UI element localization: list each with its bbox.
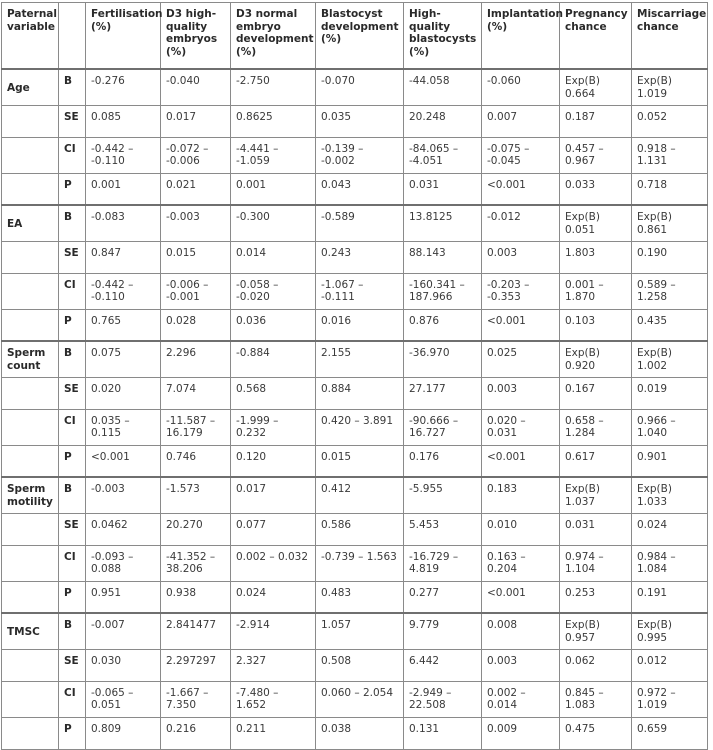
value-cell: -0.203 – -0.353	[482, 273, 560, 309]
value-cell: <0.001	[482, 445, 560, 477]
value-cell: 0.183	[482, 477, 560, 513]
value-cell: -36.970	[404, 341, 482, 377]
value-cell: -0.139 – -0.002	[316, 137, 404, 173]
value-cell: 1.057	[316, 613, 404, 649]
value-cell: 0.746	[161, 445, 231, 477]
header-pregnancy: Pregnancy chance	[560, 3, 632, 70]
empty-cell	[2, 681, 59, 717]
empty-cell	[2, 173, 59, 205]
statistic-label: SE	[59, 513, 86, 545]
value-cell: -16.729 – 4.819	[404, 545, 482, 581]
value-cell: 0.035	[316, 105, 404, 137]
table-body	[2, 69, 708, 749]
value-cell: 0.617	[560, 445, 632, 477]
paternal-variable-label: Age	[2, 69, 59, 105]
value-cell: 0.972 – 1.019	[632, 681, 708, 717]
value-cell: -0.276	[86, 69, 161, 105]
value-cell: 0.951	[86, 581, 161, 613]
statistic-label: P	[59, 309, 86, 341]
table-row	[2, 445, 708, 477]
value-cell: 5.453	[404, 513, 482, 545]
value-cell: 0.568	[231, 377, 316, 409]
value-cell: 0.003	[482, 377, 560, 409]
value-cell: 0.216	[161, 717, 231, 749]
table-row	[2, 377, 708, 409]
table-row	[2, 173, 708, 205]
value-cell: 0.021	[161, 173, 231, 205]
empty-cell	[2, 309, 59, 341]
value-cell: 0.475	[560, 717, 632, 749]
value-cell: 0.589 – 1.258	[632, 273, 708, 309]
value-cell: 0.253	[560, 581, 632, 613]
value-cell: Exp(B) 1.033	[632, 477, 708, 513]
value-cell: -1.067 – -0.111	[316, 273, 404, 309]
value-cell: 0.765	[86, 309, 161, 341]
value-cell: 0.483	[316, 581, 404, 613]
value-cell: Exp(B) 0.995	[632, 613, 708, 649]
empty-cell	[2, 513, 59, 545]
value-cell: -1.573	[161, 477, 231, 513]
value-cell: 0.002 – 0.032	[231, 545, 316, 581]
value-cell: -0.884	[231, 341, 316, 377]
value-cell: 7.074	[161, 377, 231, 409]
value-cell: 0.8625	[231, 105, 316, 137]
value-cell: Exp(B) 0.051	[560, 205, 632, 241]
value-cell: 0.017	[231, 477, 316, 513]
value-cell: 0.043	[316, 173, 404, 205]
value-cell: 0.966 – 1.040	[632, 409, 708, 445]
paternal-variable-label: Sperm motility	[2, 477, 59, 513]
empty-cell	[2, 581, 59, 613]
value-cell: 0.003	[482, 649, 560, 681]
value-cell: 0.211	[231, 717, 316, 749]
value-cell: 0.085	[86, 105, 161, 137]
value-cell: 20.270	[161, 513, 231, 545]
statistic-label: P	[59, 173, 86, 205]
table-row	[2, 309, 708, 341]
value-cell: -1.667 – 7.350	[161, 681, 231, 717]
value-cell: 0.062	[560, 649, 632, 681]
value-cell: 0.001	[86, 173, 161, 205]
header-blastocyst: Blastocyst development (%)	[316, 3, 404, 70]
value-cell: 0.163 – 0.204	[482, 545, 560, 581]
value-cell: -0.739 – 1.563	[316, 545, 404, 581]
value-cell: 0.008	[482, 613, 560, 649]
value-cell: 27.177	[404, 377, 482, 409]
table-row	[2, 273, 708, 309]
value-cell: 2.296	[161, 341, 231, 377]
value-cell: 0.457 – 0.967	[560, 137, 632, 173]
value-cell: 0.243	[316, 241, 404, 273]
value-cell: 6.442	[404, 649, 482, 681]
value-cell: -0.040	[161, 69, 231, 105]
table-row	[2, 205, 708, 241]
empty-cell	[2, 137, 59, 173]
empty-cell	[2, 105, 59, 137]
value-cell: 0.025	[482, 341, 560, 377]
value-cell: -0.300	[231, 205, 316, 241]
value-cell: 0.035 – 0.115	[86, 409, 161, 445]
header-d3-normal: D3 normal embryo development (%)	[231, 3, 316, 70]
value-cell: 0.131	[404, 717, 482, 749]
value-cell: 0.033	[560, 173, 632, 205]
value-cell: -2.949 – 22.508	[404, 681, 482, 717]
value-cell: 0.586	[316, 513, 404, 545]
statistic-label: B	[59, 341, 86, 377]
value-cell: 0.003	[482, 241, 560, 273]
value-cell: 0.190	[632, 241, 708, 273]
empty-cell	[2, 409, 59, 445]
value-cell: Exp(B) 0.664	[560, 69, 632, 105]
value-cell: 0.077	[231, 513, 316, 545]
value-cell: 0.036	[231, 309, 316, 341]
value-cell: -0.093 – 0.088	[86, 545, 161, 581]
statistic-label: P	[59, 717, 86, 749]
value-cell: 0.012	[632, 649, 708, 681]
value-cell: 0.015	[316, 445, 404, 477]
table-row	[2, 477, 708, 513]
value-cell: -11.587 – 16.179	[161, 409, 231, 445]
table-row	[2, 409, 708, 445]
value-cell: 0.075	[86, 341, 161, 377]
paternal-variable-label: Sperm count	[2, 341, 59, 377]
value-cell: 0.167	[560, 377, 632, 409]
statistic-label: CI	[59, 681, 86, 717]
value-cell: 13.8125	[404, 205, 482, 241]
value-cell: 0.876	[404, 309, 482, 341]
table-row	[2, 649, 708, 681]
value-cell: Exp(B) 0.957	[560, 613, 632, 649]
empty-cell	[2, 241, 59, 273]
table-row	[2, 341, 708, 377]
value-cell: 0.176	[404, 445, 482, 477]
statistic-label: SE	[59, 241, 86, 273]
value-cell: 0.028	[161, 309, 231, 341]
value-cell: -0.075 – -0.045	[482, 137, 560, 173]
value-cell: 0.412	[316, 477, 404, 513]
value-cell: 0.052	[632, 105, 708, 137]
table-row	[2, 681, 708, 717]
value-cell: -0.083	[86, 205, 161, 241]
value-cell: 0.918 – 1.131	[632, 137, 708, 173]
value-cell: -44.058	[404, 69, 482, 105]
value-cell: <0.001	[482, 309, 560, 341]
statistic-label: P	[59, 445, 86, 477]
value-cell: 0.718	[632, 173, 708, 205]
value-cell: Exp(B) 1.037	[560, 477, 632, 513]
value-cell: 0.884	[316, 377, 404, 409]
value-cell: 0.277	[404, 581, 482, 613]
value-cell: 0.191	[632, 581, 708, 613]
value-cell: 0.031	[404, 173, 482, 205]
value-cell: 0.024	[231, 581, 316, 613]
value-cell: -0.065 – 0.051	[86, 681, 161, 717]
value-cell: -5.955	[404, 477, 482, 513]
value-cell: -0.058 – -0.020	[231, 273, 316, 309]
value-cell: 0.659	[632, 717, 708, 749]
value-cell: -7.480 – 1.652	[231, 681, 316, 717]
value-cell: 0.017	[161, 105, 231, 137]
empty-cell	[2, 377, 59, 409]
value-cell: 0.187	[560, 105, 632, 137]
header-fertilisation: Fertilisation (%)	[86, 3, 161, 70]
value-cell: 0.016	[316, 309, 404, 341]
value-cell: 0.0462	[86, 513, 161, 545]
value-cell: -84.065 – -4.051	[404, 137, 482, 173]
value-cell: -0.442 – -0.110	[86, 137, 161, 173]
value-cell: 0.007	[482, 105, 560, 137]
value-cell: 0.010	[482, 513, 560, 545]
value-cell: -41.352 – 38.206	[161, 545, 231, 581]
value-cell: 1.803	[560, 241, 632, 273]
header-implantation: Implantation (%)	[482, 3, 560, 70]
value-cell: Exp(B) 1.019	[632, 69, 708, 105]
value-cell: 0.001	[231, 173, 316, 205]
value-cell: -0.006 – -0.001	[161, 273, 231, 309]
value-cell: 0.435	[632, 309, 708, 341]
value-cell: 0.015	[161, 241, 231, 273]
value-cell: -0.070	[316, 69, 404, 105]
value-cell: 9.779	[404, 613, 482, 649]
table-row	[2, 613, 708, 649]
value-cell: 0.120	[231, 445, 316, 477]
regression-results-table	[1, 2, 708, 750]
statistic-label: SE	[59, 105, 86, 137]
paternal-variable-label: TMSC	[2, 613, 59, 649]
statistic-label: B	[59, 69, 86, 105]
value-cell: 0.847	[86, 241, 161, 273]
value-cell: -0.589	[316, 205, 404, 241]
statistic-label: SE	[59, 377, 86, 409]
value-cell: 20.248	[404, 105, 482, 137]
value-cell: -2.750	[231, 69, 316, 105]
table-row	[2, 105, 708, 137]
statistic-label: B	[59, 613, 86, 649]
value-cell: -4.441 – -1.059	[231, 137, 316, 173]
value-cell: 0.014	[231, 241, 316, 273]
value-cell: <0.001	[86, 445, 161, 477]
table-row	[2, 137, 708, 173]
value-cell: 0.901	[632, 445, 708, 477]
value-cell: -0.012	[482, 205, 560, 241]
value-cell: -90.666 – 16.727	[404, 409, 482, 445]
header-row	[2, 3, 708, 70]
statistic-label: CI	[59, 545, 86, 581]
statistic-label: CI	[59, 273, 86, 309]
header-d3-high-quality: D3 high-quality embryos (%)	[161, 3, 231, 70]
statistic-label: B	[59, 205, 86, 241]
value-cell: 2.327	[231, 649, 316, 681]
table-row	[2, 717, 708, 749]
value-cell: 0.009	[482, 717, 560, 749]
table-row	[2, 581, 708, 613]
statistic-label: P	[59, 581, 86, 613]
header-paternal-variable: Paternal variable	[2, 3, 59, 70]
value-cell: 0.024	[632, 513, 708, 545]
statistic-label: SE	[59, 649, 86, 681]
value-cell: <0.001	[482, 581, 560, 613]
value-cell: -0.060	[482, 69, 560, 105]
value-cell: 0.002 – 0.014	[482, 681, 560, 717]
empty-cell	[2, 273, 59, 309]
value-cell: 0.938	[161, 581, 231, 613]
paternal-variable-label: EA	[2, 205, 59, 241]
header-hq-blastocysts: High-quality blastocysts (%)	[404, 3, 482, 70]
statistic-label: CI	[59, 137, 86, 173]
value-cell: 0.845 – 1.083	[560, 681, 632, 717]
value-cell: 2.297297	[161, 649, 231, 681]
value-cell: 0.060 – 2.054	[316, 681, 404, 717]
statistic-label: CI	[59, 409, 86, 445]
value-cell: 0.809	[86, 717, 161, 749]
value-cell: Exp(B) 1.002	[632, 341, 708, 377]
value-cell: 0.001 – 1.870	[560, 273, 632, 309]
value-cell: -0.072 – -0.006	[161, 137, 231, 173]
empty-cell	[2, 717, 59, 749]
value-cell: 0.974 – 1.104	[560, 545, 632, 581]
value-cell: 0.038	[316, 717, 404, 749]
header-miscarriage: Miscarriage chance	[632, 3, 708, 70]
table-row	[2, 241, 708, 273]
value-cell: 88.143	[404, 241, 482, 273]
table-row	[2, 545, 708, 581]
value-cell: 0.030	[86, 649, 161, 681]
value-cell: -0.003	[161, 205, 231, 241]
value-cell: -2.914	[231, 613, 316, 649]
value-cell: 0.658 – 1.284	[560, 409, 632, 445]
value-cell: 0.984 – 1.084	[632, 545, 708, 581]
value-cell: -0.007	[86, 613, 161, 649]
value-cell: -160.341 – 187.966	[404, 273, 482, 309]
table-row	[2, 513, 708, 545]
value-cell: 0.020	[86, 377, 161, 409]
empty-cell	[2, 445, 59, 477]
value-cell: <0.001	[482, 173, 560, 205]
statistic-label: B	[59, 477, 86, 513]
value-cell: 2.155	[316, 341, 404, 377]
value-cell: Exp(B) 0.861	[632, 205, 708, 241]
value-cell: Exp(B) 0.920	[560, 341, 632, 377]
value-cell: 0.019	[632, 377, 708, 409]
value-cell: 0.020 – 0.031	[482, 409, 560, 445]
value-cell: -0.003	[86, 477, 161, 513]
empty-cell	[2, 545, 59, 581]
table-row	[2, 69, 708, 105]
value-cell: 0.031	[560, 513, 632, 545]
value-cell: 0.103	[560, 309, 632, 341]
value-cell: -1.999 – 0.232	[231, 409, 316, 445]
value-cell: 2.841477	[161, 613, 231, 649]
empty-cell	[2, 649, 59, 681]
value-cell: 0.420 – 3.891	[316, 409, 404, 445]
value-cell: 0.508	[316, 649, 404, 681]
value-cell: -0.442 – -0.110	[86, 273, 161, 309]
header-statistic	[59, 3, 86, 70]
